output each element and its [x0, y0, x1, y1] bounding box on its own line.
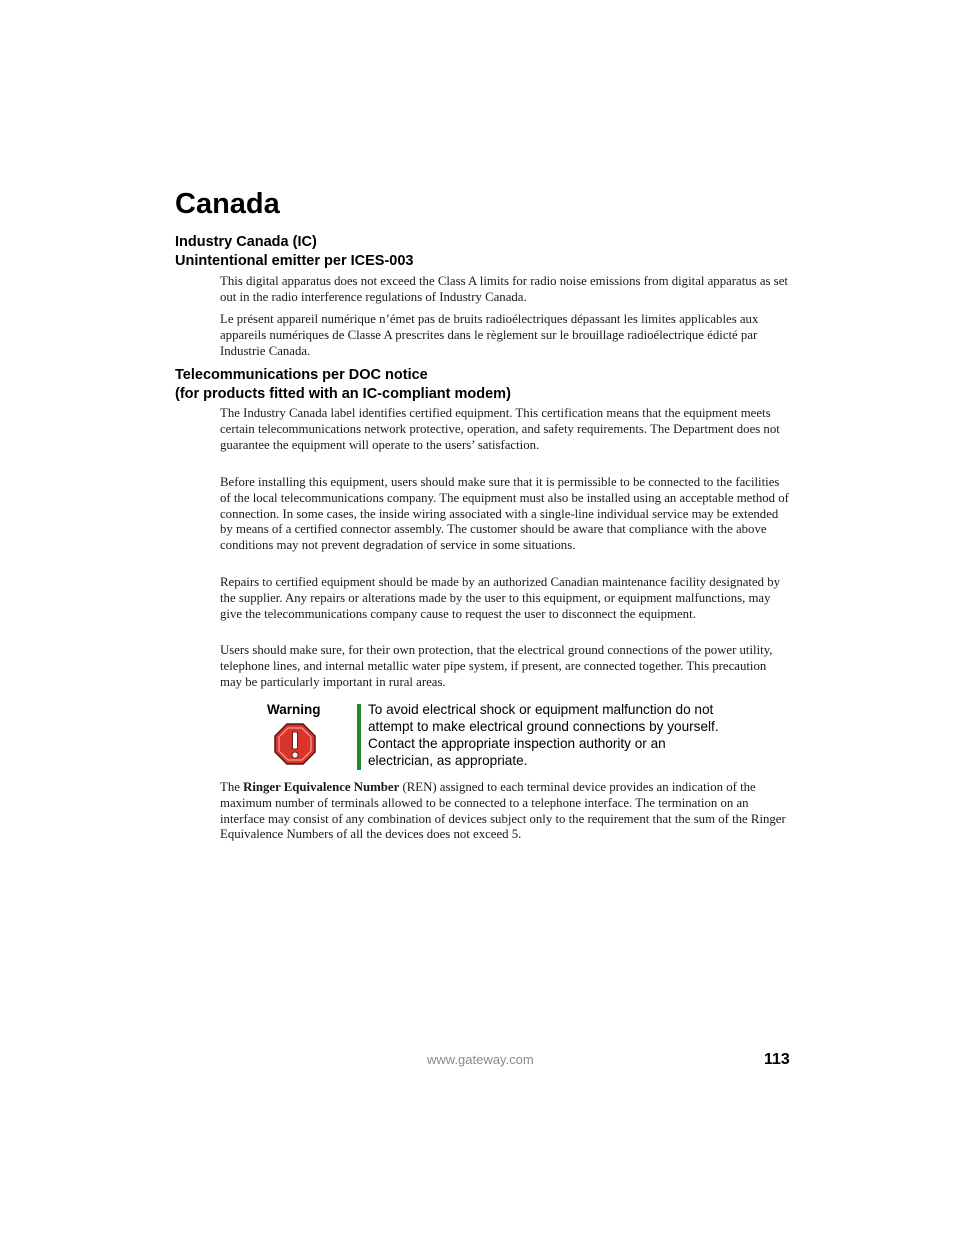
- paragraph-french-notice: Le présent appareil numérique n’émet pas de bruits radioélectriques dépassant les limites applicables aux appareils numériques de Classe A prescrites dans le règlement sur le brouillage radioélectrique édicté par Industrie Canada.: [220, 312, 759, 358]
- warning-message-line: Contact the appropriate inspection authority or an: [368, 736, 666, 751]
- warning-label: Warning: [267, 702, 321, 717]
- footer-url: www.gateway.com: [427, 1052, 534, 1067]
- warning-message-line: attempt to make electrical ground connections by yourself.: [368, 719, 719, 734]
- paragraph-ringer-equivalence: [220, 780, 790, 843]
- warning-message-line: electrician, as appropriate.: [368, 753, 528, 768]
- section-heading-line: (for products fitted with an IC-compliant modem): [175, 386, 511, 402]
- ren-prefix: The: [220, 780, 244, 794]
- page-title: Canada: [175, 188, 280, 220]
- paragraph-before-installing: Before installing this equipment, users should make sure that it is permissible to be connected to the facilities of the local telecommunications company. The equipment must also be installed using an acceptable method of connection. In some cases, the inside wiring associated with a single-line individual service may be extended by means of a certified connector assembly. The customer should be aware that compliance with the above conditions may not prevent degradation of service in some situations.: [220, 475, 789, 553]
- ren-term: Ringer Equivalence Number: [243, 780, 400, 794]
- section-heading-line: Telecommunications per DOC notice: [175, 367, 428, 383]
- paragraph-certified-equipment: The Industry Canada label identifies certified equipment. This certification means that the equipment meets certain telecommunications network protective, operation, and safety requirements. The Department does not guarantee the equipment will operate to the users’ satisfaction.: [220, 406, 780, 452]
- section-heading-line: Unintentional emitter per ICES-003: [175, 253, 414, 269]
- warning-message: [368, 701, 748, 769]
- warning-message-line: To avoid electrical shock or equipment malfunction do not: [368, 702, 714, 717]
- page-number: 113: [764, 1051, 790, 1068]
- ren-description: (REN) assigned to each terminal device provides an indication of the maximum number of terminals allowed to be connected to a telephone interface. The termination on an interface may consist of any combination of devices subject only to the requirement that the sum of the Ringer Equivalence Numbers of all the devices does not exceed 5.: [220, 780, 786, 842]
- paragraph-ground-connections: Users should make sure, for their own protection, that the electrical ground connections of the power utility, telephone lines, and internal metallic water pipe system, if present, are connected together. This precaution may be particularly important in rural areas.: [220, 643, 773, 689]
- section-heading-industry-canada: [175, 233, 414, 271]
- paragraph-repairs: Repairs to certified equipment should be made by an authorized Canadian maintenance facility designated by the supplier. Any repairs or alterations made by the user to this equipment, or equipment malfunctions, may give the telecommunications company cause to request the user to disconnect the equipment.: [220, 575, 781, 621]
- section-heading-doc-notice: [175, 366, 511, 404]
- warning-octagon-icon: [274, 723, 316, 765]
- section-heading-line: Industry Canada (IC): [175, 234, 317, 250]
- paragraph-class-a-limits: This digital apparatus does not exceed the Class A limits for radio noise emissions from digital apparatus as set out in the radio interference regulations of Industry Canada.: [220, 274, 788, 304]
- warning-divider-bar: [357, 704, 361, 770]
